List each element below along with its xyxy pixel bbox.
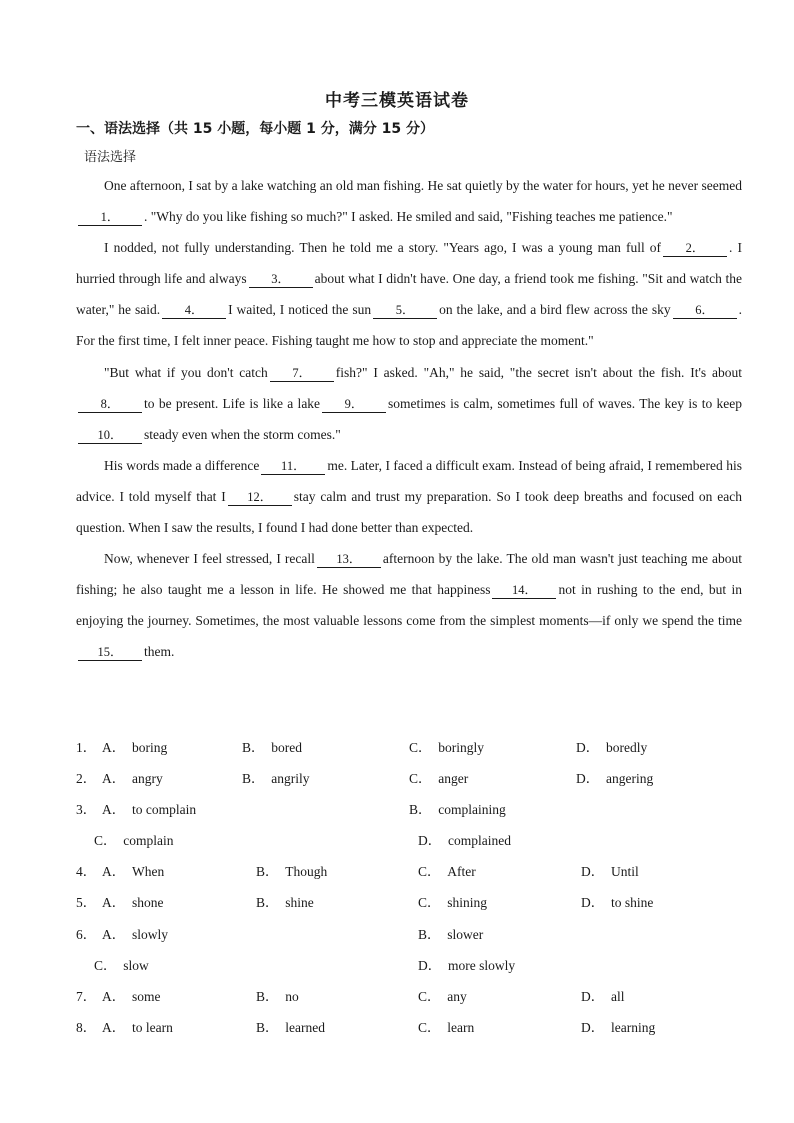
question-6-options-row-2 <box>76 950 742 981</box>
blank-number: 6． <box>695 303 714 318</box>
option-letter: A． <box>102 864 126 880</box>
paragraph-5 <box>76 543 742 667</box>
option-d[interactable] <box>576 732 647 763</box>
blank-13 <box>317 551 381 568</box>
option-text: to complain <box>132 802 197 818</box>
option-b[interactable] <box>242 732 302 763</box>
option-letter: D． <box>418 957 442 973</box>
option-text: to learn <box>132 1019 173 1035</box>
passage-text: . I hurried through life and always <box>76 240 743 287</box>
option-letter: C． <box>418 895 441 911</box>
option-text: angering <box>606 771 654 787</box>
option-letter: A． <box>102 988 126 1004</box>
blank-10 <box>78 427 142 444</box>
option-letter: B． <box>256 1019 279 1035</box>
blank-6 <box>673 302 737 319</box>
option-letter: A． <box>102 802 126 818</box>
blank-number: 9． <box>344 396 364 411</box>
blank-9 <box>322 396 386 413</box>
option-text: slow <box>123 957 149 973</box>
option-d[interactable] <box>581 856 639 887</box>
passage-text: steady even when the storm comes." <box>144 426 341 442</box>
option-letter: C． <box>418 1019 441 1035</box>
passage-text: fish?" I asked. "Ah," he said, "the secret isn't about the fish. It's about <box>335 364 742 380</box>
option-text: Though <box>285 864 328 880</box>
section-heading: 一、语法选择（共 15 小题，每小题 1 分，满分 15 分） <box>76 121 434 137</box>
blank-3 <box>249 271 313 288</box>
paragraph-3 <box>76 357 742 450</box>
option-letter: C． <box>94 957 117 973</box>
option-letter: D． <box>581 895 605 911</box>
option-b[interactable] <box>256 856 327 887</box>
blank-number: 2． <box>685 241 705 256</box>
option-letter: A． <box>102 771 126 787</box>
option-letter: A． <box>102 1019 126 1035</box>
option-c[interactable] <box>94 825 174 856</box>
option-text: angrily <box>271 771 310 787</box>
option-text: any <box>447 988 467 1004</box>
option-text: shone <box>132 895 164 911</box>
option-text: complaining <box>438 802 506 818</box>
option-letter: C． <box>94 833 117 849</box>
option-c[interactable] <box>418 887 487 918</box>
blank-11 <box>261 458 325 475</box>
blank-number: 3． <box>271 272 290 287</box>
option-text: learn <box>447 1019 475 1035</box>
option-letter: D． <box>576 771 600 787</box>
option-text: shine <box>285 895 314 911</box>
question-number: 4． <box>76 864 97 880</box>
page-title: 中考三模英语试卷 <box>325 91 469 111</box>
option-text: all <box>611 988 625 1004</box>
option-text: no <box>285 988 299 1004</box>
option-c[interactable] <box>409 732 484 763</box>
blank-7 <box>270 365 334 382</box>
option-a[interactable] <box>102 794 196 825</box>
blank-number: 8． <box>100 396 120 411</box>
option-text: learning <box>611 1019 656 1035</box>
blank-5 <box>373 302 437 319</box>
option-letter: D． <box>581 864 605 880</box>
passage-text: "But what if you don't catch <box>104 364 268 380</box>
option-b[interactable] <box>256 887 314 918</box>
option-letter: B． <box>256 895 279 911</box>
option-letter: C． <box>418 864 441 880</box>
passage-text: not in rushing to the end, but in enjoying the journey. Sometimes, the most valuable lessons come from the simplest moments—if only we spend the time <box>76 582 742 629</box>
option-d[interactable] <box>576 763 653 794</box>
question-number: 3． <box>76 802 97 818</box>
option-c[interactable] <box>409 763 468 794</box>
option-letter: A． <box>102 895 126 911</box>
question-6-options-row-1 <box>76 919 742 950</box>
option-text: learned <box>285 1019 325 1035</box>
option-b[interactable] <box>242 763 310 794</box>
option-c[interactable] <box>418 1012 474 1043</box>
paragraph-1 <box>76 170 742 232</box>
question-4-options <box>76 856 742 887</box>
option-text: boringly <box>438 740 485 755</box>
option-text: angry <box>132 771 163 787</box>
passage-text: One afternoon, I sat by a lake watching an old man fishing. He sat quietly by the water for hours, yet he never seemed <box>104 178 742 193</box>
option-text: slower <box>447 926 484 942</box>
option-text: When <box>132 864 165 880</box>
blank-number: 7． <box>292 365 312 380</box>
option-letter: B． <box>242 771 265 787</box>
blank-2 <box>663 240 727 257</box>
option-d[interactable] <box>581 981 625 1012</box>
blank-14 <box>492 582 556 599</box>
blank-12 <box>228 489 292 506</box>
question-8-options <box>76 1012 742 1043</box>
option-b[interactable] <box>409 794 506 825</box>
option-b[interactable] <box>256 981 299 1012</box>
option-text: shining <box>447 895 488 911</box>
question-7-options <box>76 981 742 1012</box>
option-letter: D． <box>418 833 442 849</box>
option-a[interactable] <box>102 887 164 918</box>
option-d[interactable] <box>581 887 653 918</box>
option-c[interactable] <box>418 981 467 1012</box>
question-number: 7． <box>76 988 97 1004</box>
option-text: anger <box>438 771 469 787</box>
option-text: to shine <box>611 895 654 911</box>
option-text: some <box>132 988 161 1004</box>
section-subheading: 语法选择 <box>84 150 137 165</box>
blank-number: 4． <box>184 303 204 318</box>
passage-text: on the lake, and a bird flew across the sky <box>439 302 671 318</box>
option-letter: A． <box>102 740 126 755</box>
option-letter: D． <box>581 1019 605 1035</box>
option-text: boredly <box>606 740 648 755</box>
blank-number: 15． <box>97 645 123 660</box>
paragraph-2 <box>76 232 742 356</box>
option-letter: D． <box>581 988 605 1004</box>
option-c[interactable] <box>94 950 149 981</box>
passage-text: His words made a difference <box>104 457 260 473</box>
option-text: more slowly <box>448 957 516 973</box>
option-a[interactable] <box>102 732 167 763</box>
blank-number: 13． <box>336 552 362 567</box>
blank-number: 12． <box>247 489 273 504</box>
option-letter: B． <box>242 740 265 755</box>
option-text: complain <box>123 833 174 849</box>
option-b[interactable] <box>418 919 483 950</box>
option-d[interactable] <box>418 825 511 856</box>
question-number: 1． <box>76 740 97 755</box>
passage-text: . For the first time, I felt inner peace. Fishing taught me how to stop and appreciate the moment." <box>76 302 742 349</box>
option-a[interactable] <box>102 919 168 950</box>
option-a[interactable] <box>102 763 163 794</box>
blank-number: 10． <box>97 427 123 442</box>
option-letter: B． <box>409 802 432 818</box>
paragraph-4 <box>76 450 742 543</box>
question-number: 5． <box>76 895 97 911</box>
option-b[interactable] <box>256 1012 325 1043</box>
passage-text: about what I didn't have. One day, a friend took me fishing. "Sit and watch the water," he said. <box>76 271 742 318</box>
question-number: 6． <box>76 926 97 942</box>
option-c[interactable] <box>418 856 476 887</box>
option-text: complained <box>448 833 511 849</box>
option-letter: D． <box>576 740 600 755</box>
answer-options <box>76 732 742 1043</box>
option-letter: C． <box>409 740 432 755</box>
passage-text: . "Why do you like fishing so much?" I asked. He smiled and said, "Fishing teaches me patience." <box>144 209 673 225</box>
passage-text: stay calm and trust my preparation. So I took deep breaths and focused on each question. When I saw the results, I found I had done better than expected. <box>76 488 742 536</box>
question-number: 8． <box>76 1019 97 1035</box>
blank-number: 14． <box>511 583 537 598</box>
option-text: After <box>447 864 476 880</box>
blank-15 <box>78 644 142 661</box>
question-2-options <box>76 763 742 794</box>
cloze-passage <box>76 170 742 668</box>
question-1-options <box>76 732 742 763</box>
passage-text: sometimes is calm, sometimes full of waves. The key is to keep <box>388 395 742 411</box>
option-text: bored <box>271 740 303 755</box>
option-d[interactable] <box>581 1012 655 1043</box>
option-d[interactable] <box>418 950 515 981</box>
blank-4 <box>162 302 226 319</box>
question-number: 2． <box>76 771 97 787</box>
blank-number: 1． <box>100 210 120 225</box>
option-text: Until <box>611 864 639 880</box>
passage-text: I waited, I noticed the sun <box>228 302 372 318</box>
question-3-options-row-1 <box>76 794 742 825</box>
option-letter: A． <box>102 926 126 942</box>
option-letter: B． <box>256 864 279 880</box>
option-text: boring <box>132 740 168 755</box>
blank-number: 11． <box>281 458 306 473</box>
option-letter: B． <box>418 926 441 942</box>
blank-number: 5． <box>395 303 415 318</box>
option-letter: B． <box>256 988 279 1004</box>
passage-text: I nodded, not fully understanding. Then he told me a story. "Years ago, I was a young man full of <box>104 240 662 256</box>
passage-text: afternoon by the lake. The old man wasn't just teaching me about fishing; he also taught me a lesson in life. He showed me that happiness <box>76 551 742 598</box>
option-a[interactable] <box>102 981 161 1012</box>
option-letter: C． <box>418 988 441 1004</box>
passage-text: Now, whenever I feel stressed, I recall <box>104 551 315 567</box>
passage-text: me. Later, I faced a difficult exam. Instead of being afraid, I remembered his advice. I told myself that I <box>76 457 742 504</box>
question-5-options <box>76 887 742 918</box>
question-3-options-row-2 <box>76 825 742 856</box>
option-letter: C． <box>409 771 432 787</box>
option-a[interactable] <box>102 856 164 887</box>
passage-text: them. <box>144 644 175 660</box>
option-a[interactable] <box>102 1012 173 1043</box>
blank-8 <box>78 396 142 413</box>
passage-text: to be present. Life is like a lake <box>144 395 321 411</box>
option-text: slowly <box>132 926 169 942</box>
blank-1 <box>78 209 142 226</box>
